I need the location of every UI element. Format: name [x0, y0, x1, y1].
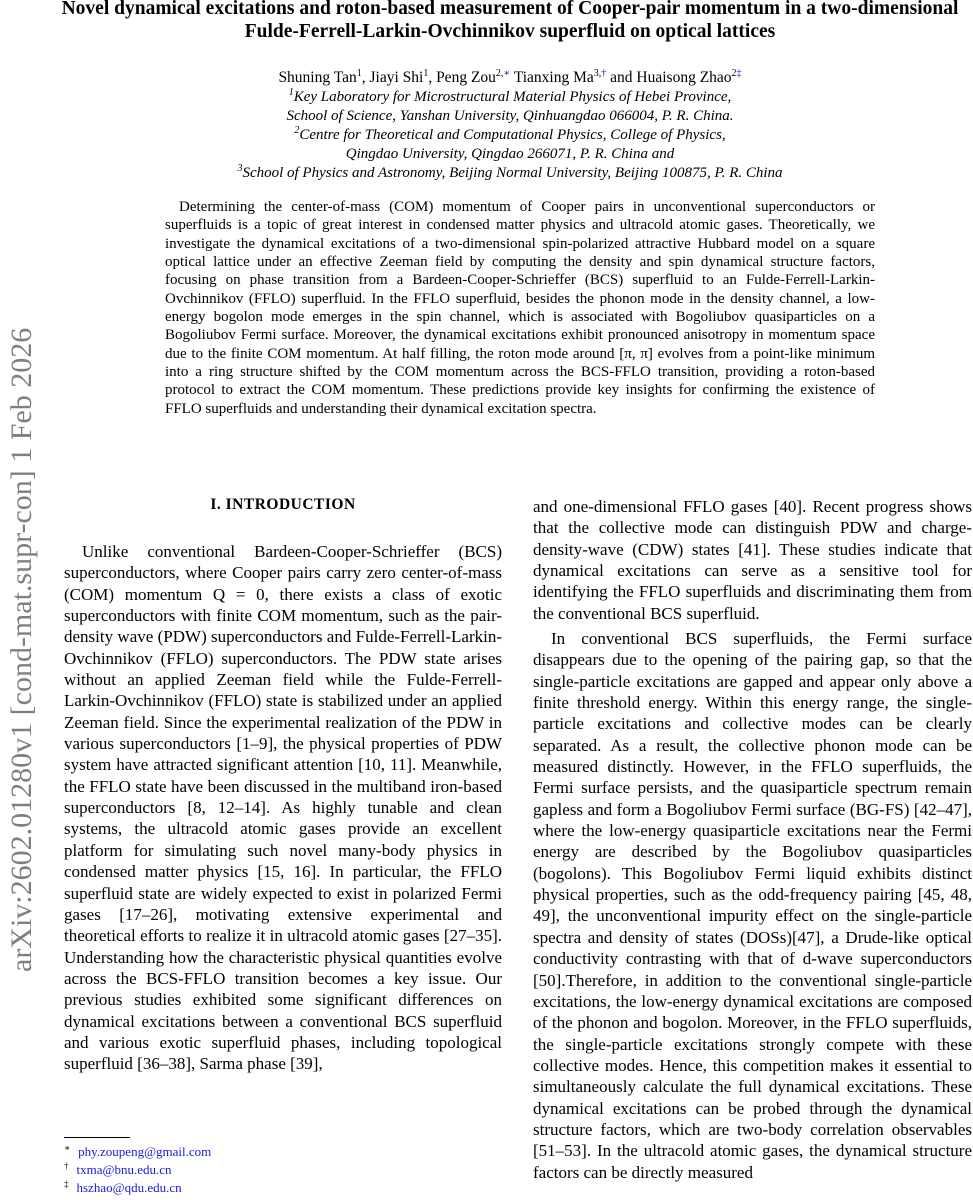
- intro-paragraph-right: In conventional BCS superfluids, the Fermi surface disappears due to the opening of the pairing gap, so that the single-particle excitations are gapped and appear only above a finite threshold energy. Within this energy range, the single-particle excitations and collective modes can be clearly separated. As a result, the collective phonon mode can be measured distinctly. However, in the FFLO superfluids, the Fermi surface persists, and the quasiparticle spectrum remain gapless and form a Bogoliubov Fermi surface (BG-FS) [42–47], where the low-energy quasiparticle excitations near the Fermi energy are described by the Bogoliubov quasiparticles (bogolons). This Bogoliubov Fermi liquid exhibits distinct physical properties, such as the odd-frequency pairing [45, 48, 49], the unconventional impurity effect on the single-particle spectra and density of states (DOSs)[47], a Drude-like optical conductivity contrasting with that of d-wave superconductors [50].Therefore, in addition to the conventional single-particle excitations, the low-energy dynamical excitations are composed of the phonon and bogolon. Moreover, in the FFLO superfluids, the single-particle excitations strongly compete with these collective modes. Hence, this competition makes it essential to simultaneously calculate the full dynamical excitations. These dynamical excitations can be probed through the dynamical structure factors, which are two-body correlation observables [51–53]. In the ultracold atomic gases, the dynamical structure factors can be directly measured: [533, 629, 972, 1182]
- author: Peng Zou$^{2,∗}$: [436, 67, 511, 86]
- intro-paragraph-left: Unlike conventional Bardeen-Cooper-Schrieffer (BCS) superconductors, where Cooper pairs carry zero center-of-mass (COM) momentum Q = 0, there exists a class of exotic superconductors with finite COM momentum, such as the pair-density wave (PDW) superconductors and Fulde-Ferrell-Larkin-Ovchinnikov (FFLO) superconductors. The PDW state arises without an applied Zeeman field while the Fulde-Ferrell-Larkin-Ovchinnikov (FFLO) state is stabilized under an applied Zeeman field. Since the experimental realization of the PDW in various superconductors [1–9], the physical properties of PDW system have attracted significant attention [10, 11]. Meanwhile, the FFLO state have been discussed in the multiband iron-based superconductors [8, 12–14]. As highly tunable and clean systems, the ultracold atomic gases provide an excellent platform for simulating such novel many-body physics in condensed matter physics [15, 16]. In particular, the FFLO superfluid state are widely expected to exist in polarized Fermi gases [17–26], motivating extensive experimental and theoretical efforts to realize it in ultracold atomic gases [27–35]. Understanding how the characteristic physical quantities evolve across the BCS-FFLO transition becomes a key issue. Our previous studies exhibited some significant differences on dynamical excitations between a conventional BCS superfluid and various exotic superfluid phases, including topological superfluid [36–38], Sarma phase [39],: [64, 542, 502, 1074]
- section-heading: I. INTRODUCTION: [210, 496, 356, 513]
- affiliation-line: $^3$School of Physics and Astronomy, Beijing Normal University, Beijing 100875, P. R. China: [237, 163, 783, 181]
- author-list: [55, 68, 965, 87]
- footnote: ‡ hszhao@qdu.edu.cn: [64, 1178, 182, 1195]
- footnote-divider: [64, 1137, 130, 1138]
- footnotes: [64, 1143, 484, 1197]
- arxiv-identifier-stamp: arXiv:2602.01280v1 [cond-mat.supr-con] 1 Feb 2026: [5, 327, 38, 973]
- author: Tianxing $Ma^{3,\dagger}$ and: [513, 67, 637, 86]
- footnote-link-2[interactable]: †: [601, 67, 607, 79]
- author: Huaisong Zhao$^{2\ddagger}$: [636, 67, 742, 86]
- paper-title: Novel dynamical excitations and roton-based measurement of Cooper-pair momentum in a two-dimensional Fulde-Ferrell-Larkin-Ovchinnikov superfluid on optical lattices: [61, 0, 959, 42]
- intro-paragraph-right-continued: and one-dimensional FFLO gases [40]. Recent progress shows that the collective mode can distinguish PDW and charge-density-wave (CDW) states [41]. These studies indicate that dynamical excitations can serve as a sensitive tool for identifying the FFLO superfluids and discriminating them from the conventional BCS superfluid.: [533, 497, 972, 623]
- affiliations: [55, 88, 965, 183]
- author: Jiayi Shi$^1$,: [369, 67, 437, 86]
- affiliation-line: School of Science, Yanshan University, Qinhuangdao 066004, P. R. China.: [286, 108, 734, 124]
- footnote-link-1[interactable]: ∗: [503, 67, 511, 79]
- email-link[interactable]: phy.zoupeng@gmail.com: [78, 1144, 212, 1159]
- footnote-link-3[interactable]: ‡: [736, 67, 742, 79]
- affiliation-line: Qingdao University, Qingdao 266071, P. R. China and: [345, 146, 675, 162]
- footnote: ∗ phy.zoupeng@gmail.com: [64, 1142, 212, 1159]
- author: Shuning Tan$^1$,: [278, 67, 370, 86]
- affiliation-line: $^2$Centre for Theoretical and Computational Physics, College of Physics,: [294, 125, 726, 143]
- email-link[interactable]: txma@bnu.edu.cn: [76, 1162, 172, 1177]
- email-link[interactable]: hszhao@qdu.edu.cn: [76, 1180, 182, 1195]
- affiliation-line: $^1$Key Laboratory for Microstructural Material Physics of Hebei Province,: [288, 87, 732, 105]
- footnote: † txma@bnu.edu.cn: [64, 1160, 172, 1177]
- abstract: Determining the center-of-mass (COM) momentum of Cooper pairs in unconventional superconductors or superfluids is a topic of great interest in condensed matter physics and ultracold atomic gases. Theoretically, we investigate the dynamical excitations of a two-dimensional spin-polarized attractive Hubbard model on a square optical lattice under an effective Zeeman field by computing the density and spin dynamical structure factors, focusing on phase transition from a Bardeen-Cooper-Schrieffer (BCS) superfluid to an Fulde-Ferrell-Larkin-Ovchinnikov (FFLO) superfluid. In the FFLO superfluid, besides the phonon mode in the density channel, a low-energy bogolon mode emerges in the spin channel, which is associated with Bogoliubov quasiparticles on a Bogoliubov Fermi surface. Moreover, the dynamical excitations exhibit pronounced anisotropy in momentum space due to the finite COM momentum. At half filling, the roton mode around [π, π] evolves from a point-like minimum into a ring structure shifted by the COM momentum across the BCS-FFLO transition, providing a roton-based protocol to extract the COM momentum. These predictions provide key insights for confirming the existence of FFLO superfluids and understanding their dynamical excitation spectra.: [165, 199, 875, 417]
